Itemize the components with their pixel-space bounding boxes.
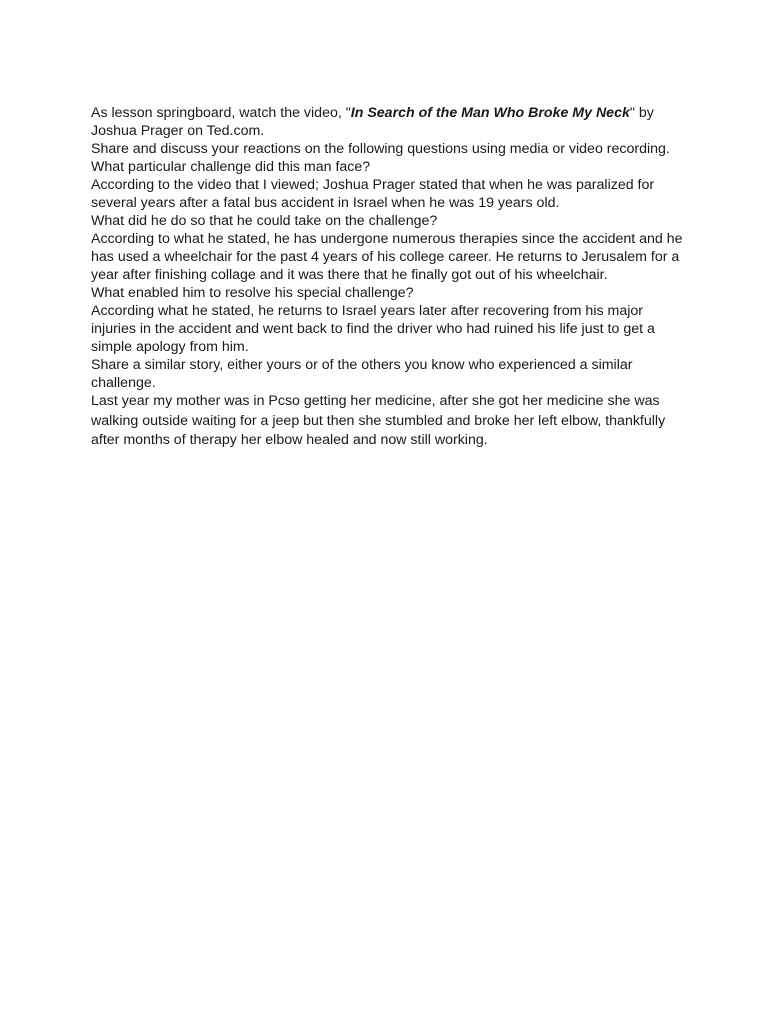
video-title: In Search of the Man Who Broke My Neck	[350, 105, 630, 121]
intro-suffix: " by Joshua Prager on Ted.com.	[91, 105, 654, 139]
question-4: Share a similar story, either yours or of the others you know who experienced a similar challenge.	[91, 357, 633, 391]
document-page	[91, 104, 691, 451]
question-2: What did he do so that he could take on the challenge?	[91, 213, 438, 229]
question-1: What particular challenge did this man face?	[91, 159, 371, 175]
answer-4: Last year my mother was in Pcso getting her medicine, after she got her medicine she was walking outside waiting for a jeep but then she stumbled and broke her left elbow, thankfully after months of therapy her elbow healed and now still working.	[91, 393, 666, 448]
share-instructions: Share and discuss your reactions on the following questions using media or video recording.	[91, 141, 670, 157]
answer-2: According to what he stated, he has undergone numerous therapies since the accident and he has used a wheelchair for the past 4 years of his college career. He returns to Jerusalem for a year after finishing collage and it was there that he finally got out of his wheelchair.	[91, 231, 683, 283]
intro-prefix: As lesson springboard, watch the video, "	[91, 105, 351, 121]
intro-paragraph	[91, 104, 691, 140]
answer-3: According what he stated, he returns to Israel years later after recovering from his major injuries in the accident and went back to find the driver who had ruined his life just to get a simple apology from him.	[91, 303, 655, 355]
question-3: What enabled him to resolve his special challenge?	[91, 285, 414, 301]
answer-1: According to the video that I viewed; Joshua Prager stated that when he was paralized for several years after a fatal bus accident in Israel when he was 19 years old.	[91, 177, 655, 211]
